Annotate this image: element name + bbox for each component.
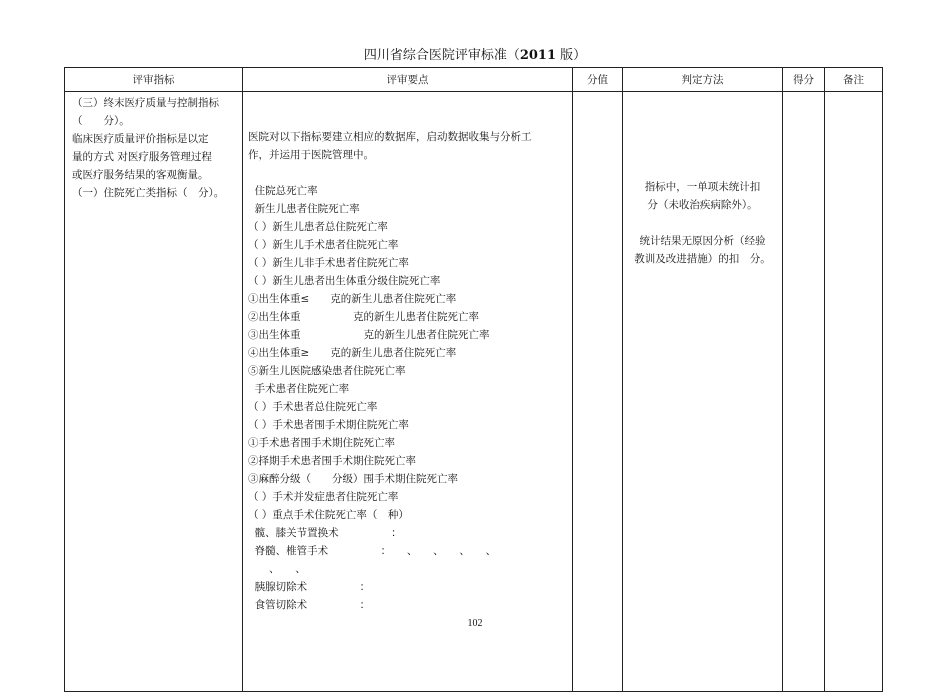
method-line: 分（未收治疾病除外）。 bbox=[647, 199, 758, 211]
method-line: 教训及改进措施）的扣 分。 bbox=[634, 253, 771, 265]
key-points-intro bbox=[248, 128, 568, 164]
header-criteria: 评审指标 bbox=[65, 68, 243, 92]
notes-cell bbox=[825, 92, 883, 692]
title-suffix: 版） bbox=[556, 48, 587, 63]
key-point-line: 髋、膝关节置换术 ： bbox=[248, 527, 402, 539]
intro-line: 医院对以下指标要建立相应的数据库，启动数据收集与分析工 bbox=[248, 131, 532, 143]
criteria-line: （一）住院死亡类指标（ 分）。 bbox=[72, 187, 225, 199]
criteria-line: 量的方式 对医疗服务管理过程 bbox=[72, 151, 212, 163]
page-title bbox=[0, 48, 950, 64]
key-point-line: 手术患者住院死亡率 bbox=[248, 383, 350, 395]
key-point-line: ①出生体重≤ 克的新生儿患者住院死亡率 bbox=[248, 293, 457, 305]
criteria-line: 或医疗服务结果的客观衡量。 bbox=[72, 169, 209, 181]
key-point-line: （ ）新生儿患者出生体重分级住院死亡率 bbox=[248, 275, 441, 287]
header-judgment-method: 判定方法 bbox=[623, 68, 783, 92]
page-number: 102 bbox=[467, 618, 483, 629]
key-point-line: ②择期手术患者围手术期住院死亡率 bbox=[248, 455, 416, 467]
key-points-cell bbox=[243, 92, 573, 692]
header-key-points: 评审要点 bbox=[243, 68, 573, 92]
key-point-line: ②出生体重 克的新生儿患者住院死亡率 bbox=[248, 311, 479, 323]
judgment-method-cell bbox=[623, 92, 783, 692]
criteria-line: （ 分）。 bbox=[72, 115, 130, 127]
key-point-line: （ ）手术患者围手术期住院死亡率 bbox=[248, 419, 409, 431]
score-cell bbox=[783, 92, 825, 692]
key-point-line: （ ）新生儿手术患者住院死亡率 bbox=[248, 239, 399, 251]
intro-line: 作，并运用于医院管理中。 bbox=[248, 149, 374, 161]
key-point-line: ④出生体重≥ 克的新生儿患者住院死亡率 bbox=[248, 347, 457, 359]
key-point-line: 新生儿患者住院死亡率 bbox=[248, 203, 360, 215]
header-score-value: 分值 bbox=[573, 68, 623, 92]
criteria-line: （三）终末医疗质量与控制指标 bbox=[72, 97, 219, 109]
title-year: 2011 bbox=[519, 48, 557, 63]
key-point-line: 食管切除术 ： bbox=[248, 599, 371, 611]
table-row bbox=[65, 92, 883, 692]
title-text: 四川省综合医院评审标准（ bbox=[363, 48, 520, 63]
header-row bbox=[65, 68, 883, 92]
key-point-line: （ ）手术患者总住院死亡率 bbox=[248, 401, 378, 413]
key-point-line: （ ）新生儿非手术患者住院死亡率 bbox=[248, 257, 409, 269]
criteria-cell bbox=[65, 92, 243, 692]
standards-table bbox=[64, 67, 883, 692]
key-point-line: 胰腺切除术 ： bbox=[248, 581, 371, 593]
key-point-line: ③麻醉分级（ 分级）围手术期住院死亡率 bbox=[248, 473, 458, 485]
key-point-line: 、 、 bbox=[248, 563, 306, 575]
key-point-line: 脊髓、椎管手术 ： 、 、 、 、 bbox=[248, 545, 497, 557]
header-score: 得分 bbox=[783, 68, 825, 92]
key-point-line: （ ）重点手术住院死亡率（ 种） bbox=[248, 509, 409, 521]
score-value-cell bbox=[573, 92, 623, 692]
method-line: 统计结果无原因分析（经验 bbox=[639, 235, 766, 247]
key-point-line: （ ）新生儿患者总住院死亡率 bbox=[248, 221, 388, 233]
key-point-line: ①手术患者围手术期住院死亡率 bbox=[248, 437, 395, 449]
header-notes: 备注 bbox=[825, 68, 883, 92]
key-point-line: ⑤新生儿医院感染患者住院死亡率 bbox=[248, 365, 406, 377]
key-point-line: ③出生体重 克的新生儿患者住院死亡率 bbox=[248, 329, 490, 341]
criteria-line: 临床医疗质量评价指标是以定 bbox=[72, 133, 209, 145]
method-line: 指标中，一单项未统计扣 bbox=[644, 181, 761, 193]
key-point-line: 住院总死亡率 bbox=[248, 185, 318, 197]
key-point-line: （ ）手术并发症患者住院死亡率 bbox=[248, 491, 399, 503]
